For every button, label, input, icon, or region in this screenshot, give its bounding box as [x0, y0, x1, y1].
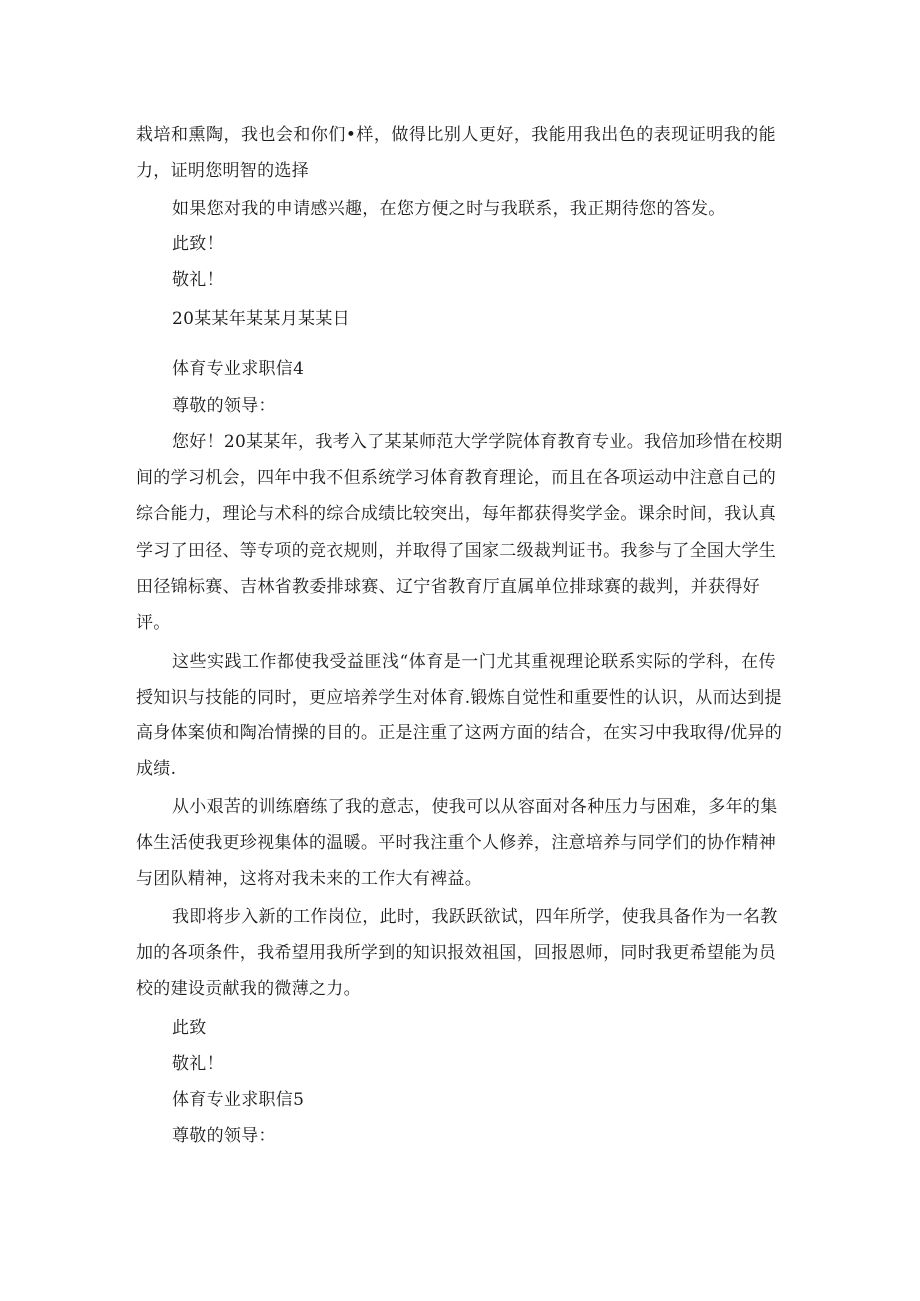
greeting-text: 尊敬的领导：	[172, 1126, 276, 1146]
paragraph-line: 从小艰苦的训练磨练了我的意志，使我可以从容面对各种压力与困难，多年的集	[172, 797, 778, 817]
paragraph-line: 这些实践工作都使我受益匪浅“体育是一门尤其重视理论联系实际的学科，在传	[172, 652, 776, 672]
paragraph-line: 我即将步入新的工作岗位，此时，我跃跃欲试，四年所学，使我具备作为一名教	[172, 907, 778, 927]
paragraph-line: 学习了田径、等专项的竞衣规则，并取得了国家二级裁判证书。我参与了全国大学生	[136, 541, 777, 561]
letter-heading: 体育专业求职信5	[172, 1090, 305, 1110]
closing-text: 此致	[172, 1018, 207, 1038]
paragraph-line: 高身体案侦和陶冶情操的目的。正是注重了这两方面的结合，在实习中我取得/优异的	[136, 723, 783, 743]
paragraph-line: 体生活使我更珍视集体的温暖。平时我注重个人修养，注意培养与同学们的协作精神	[136, 833, 777, 853]
paragraph-line: 加的各项条件，我希望用我所学到的知识报效祖国，回报恩师，同时我更希望能为员	[136, 943, 777, 963]
paragraph-line: 您好！20某某年，我考入了某某师范大学学院体育教育专业。我倍加珍惜在校期	[172, 432, 783, 452]
paragraph-line: 校的建设贡献我的微薄之力。	[136, 979, 361, 999]
paragraph-line: 栽培和熏陶，我也会和你们•样，做得比别人更好，我能用我出色的表现证明我的能	[136, 125, 776, 145]
paragraph-line: 田径锦标赛、吉林省教委排球赛、辽宁省教育厅直属单位排球赛的裁判，并获得好	[136, 577, 760, 597]
paragraph-line: 间的学习机会，四年中我不但系统学习体育教育理论，而且在各项运动中注意自己的	[136, 468, 777, 488]
paragraph-line: 与团队精神，这将对我未来的工作大有裨益。	[136, 869, 482, 889]
closing-text: 此致！	[172, 234, 224, 254]
paragraph-line: 授知识与技能的同时，更应培养学生对体育.锻炼自觉性和重要性的认识，从而达到提	[136, 688, 782, 708]
paragraph-line: 力，证明您明智的选择	[136, 161, 309, 181]
paragraph-line: 如果您对我的申请感兴趣，在您方便之时与我联系，我正期待您的答发。	[172, 199, 726, 219]
salute-text: 敬礼！	[172, 270, 224, 290]
paragraph-line: 成绩.	[136, 759, 177, 779]
letter-heading: 体育专业求职信4	[172, 359, 305, 379]
paragraph-line: 评。	[136, 613, 171, 633]
greeting-text: 尊敬的领导：	[172, 396, 276, 416]
salute-text: 敬礼！	[172, 1054, 224, 1074]
date-text: 20某某年某某月某某日	[172, 309, 350, 329]
paragraph-line: 综合能力，理论与术科的综合成绩比较突出，每年都获得奖学金。课余时间，我认真	[136, 504, 777, 524]
